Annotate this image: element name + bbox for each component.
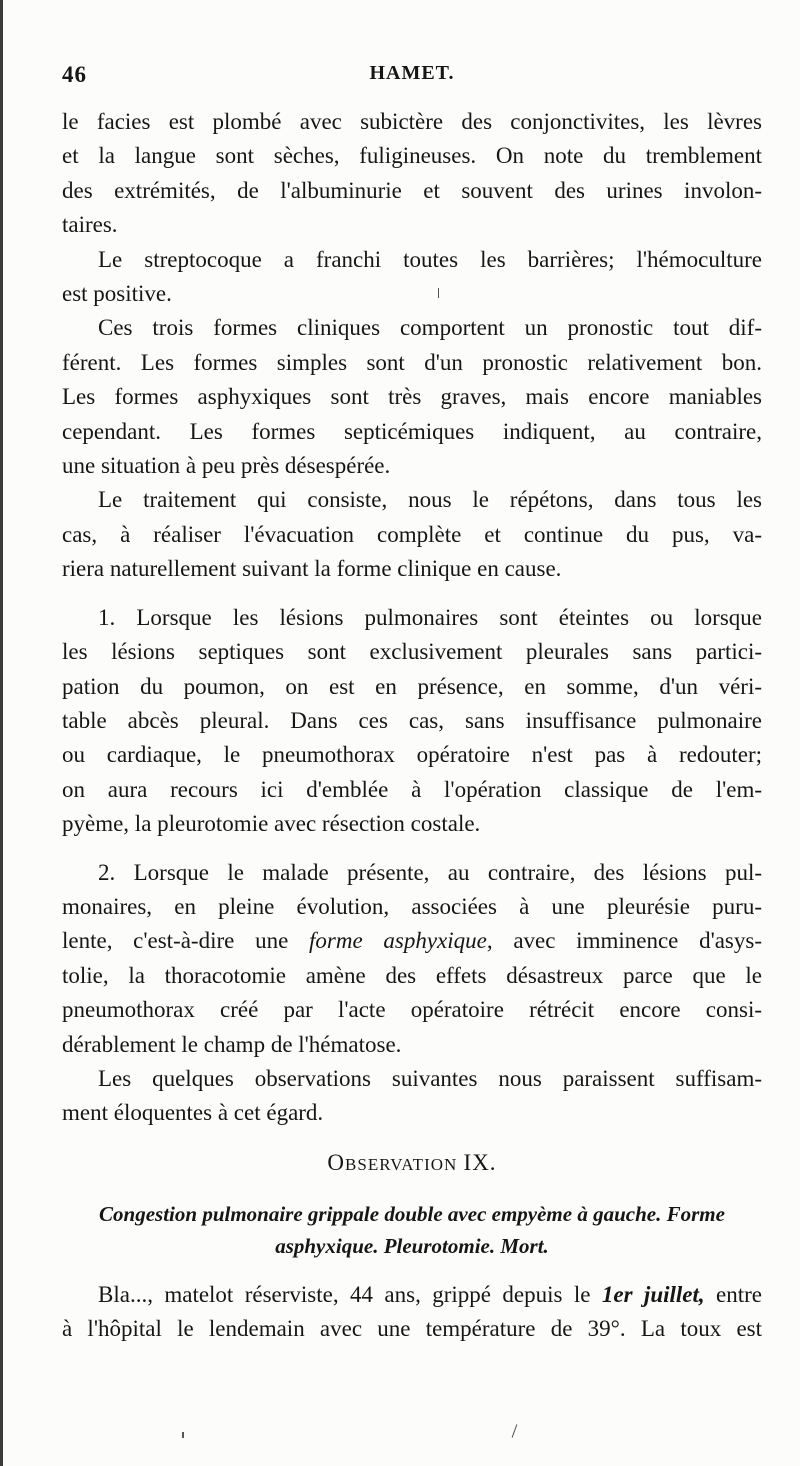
observation-heading-word: BSERVATION xyxy=(345,1155,458,1174)
text-line: pyème, la pleurotomie avec résection costale. xyxy=(62,811,481,837)
paragraph xyxy=(62,601,762,842)
text-run: Bla..., matelot réserviste, 44 ans, grippé depuis le xyxy=(98,1282,602,1307)
text-line: Les quelques observations suivantes nous paraissent suffisam- xyxy=(98,1065,762,1091)
text-line: ou cardiaque, le pneumothorax opératoire n'est pas à redouter; xyxy=(62,742,762,768)
text-line: riera naturellement suivant la forme clinique en cause. xyxy=(62,556,562,582)
observation-title xyxy=(62,1198,762,1262)
body-text xyxy=(62,105,762,1131)
text-line: lente, c'est-à-dire une forme asphyxique, avec imminence d'asys- xyxy=(62,928,762,954)
paragraph xyxy=(62,105,762,243)
text-line: et la langue sont sèches, fuligineuses. On note du tremblement xyxy=(62,143,762,169)
text-line: ment éloquentes à cet égard. xyxy=(62,1100,324,1126)
text-line: une situation à peu près désespérée. xyxy=(62,453,391,479)
scan-speck xyxy=(182,1432,184,1438)
page-header xyxy=(62,62,762,98)
text-line: 2. Lorsque le malade présente, au contraire, des lésions pul- xyxy=(98,859,762,885)
page-number: 46 xyxy=(62,62,87,87)
text-line: Ces trois formes cliniques comportent un pronostic tout dif- xyxy=(98,315,762,341)
text-line: le facies est plombé avec subictère des conjonctivites, les lèvres xyxy=(62,109,762,134)
observation-heading-initial: O xyxy=(327,1150,346,1175)
text-line: férent. Les formes simples sont d'un pronostic relativement bon. xyxy=(62,349,762,375)
observation-heading xyxy=(62,1150,762,1176)
text-line: Les formes asphyxiques sont très graves, mais encore maniables xyxy=(62,384,762,410)
text-line: Le streptocoque a franchi toutes les barrières; l'hémoculture xyxy=(98,246,762,272)
paragraph xyxy=(62,311,762,483)
page-edge-shadow xyxy=(0,0,3,1466)
paragraph xyxy=(62,1062,762,1131)
text-line: est positive. xyxy=(62,281,172,307)
text-line: tolie, la thoracotomie amène des effets désastreux parce que le xyxy=(62,962,762,988)
observation-title-line: asphyxique. Pleurotomie. Mort. xyxy=(275,1234,549,1258)
scan-speck xyxy=(438,288,439,298)
text-run: entre xyxy=(704,1282,762,1307)
paragraph xyxy=(62,856,762,1062)
text-line xyxy=(62,1278,762,1312)
observation-body xyxy=(62,1278,762,1347)
text-line: pneumothorax créé par l'acte opératoire rétrécit encore consi- xyxy=(62,997,762,1023)
italic-phrase: forme asphyxique xyxy=(309,928,487,954)
text-line: les lésions septiques sont exclusivement pleurales sans partici- xyxy=(62,639,762,665)
running-head: HAMET. xyxy=(369,62,455,84)
observation-paragraph xyxy=(62,1278,762,1347)
scan-speck xyxy=(512,1424,518,1437)
paragraph xyxy=(62,243,762,312)
text-line: à l'hôpital le lendemain avec une température de 39°. La toux est xyxy=(62,1316,762,1342)
date-emphasis: 1er juillet, xyxy=(601,1282,705,1307)
paragraph xyxy=(62,483,762,586)
text-line: on aura recours ici d'emblée à l'opération classique de l'em- xyxy=(62,776,762,802)
text-line: 1. Lorsque les lésions pulmonaires sont éteintes ou lorsque xyxy=(98,604,762,630)
text-line: cas, à réaliser l'évacuation complète et continue du pus, va- xyxy=(62,521,762,547)
text-line: Le traitement qui consiste, nous le répétons, dans tous les xyxy=(98,487,762,513)
text-line: dérablement le champ de l'hématose. xyxy=(62,1031,402,1057)
observation-title-line: Congestion pulmonaire grippale double avec empyème à gauche. Forme xyxy=(99,1202,725,1226)
observation-heading-number: IX. xyxy=(463,1150,497,1175)
text-line: taires. xyxy=(62,212,118,238)
text-line: monaires, en pleine évolution, associées à une pleurésie puru- xyxy=(62,893,762,919)
text-line: des extrémités, de l'albuminurie et souvent des urines involon- xyxy=(62,177,762,203)
text-line: table abcès pleural. Dans ces cas, sans insuffisance pulmonaire xyxy=(62,707,762,733)
text-line: cependant. Les formes septicémiques indiquent, au contraire, xyxy=(62,418,762,444)
text-line: pation du poumon, on est en présence, en somme, d'un véri- xyxy=(62,673,762,699)
